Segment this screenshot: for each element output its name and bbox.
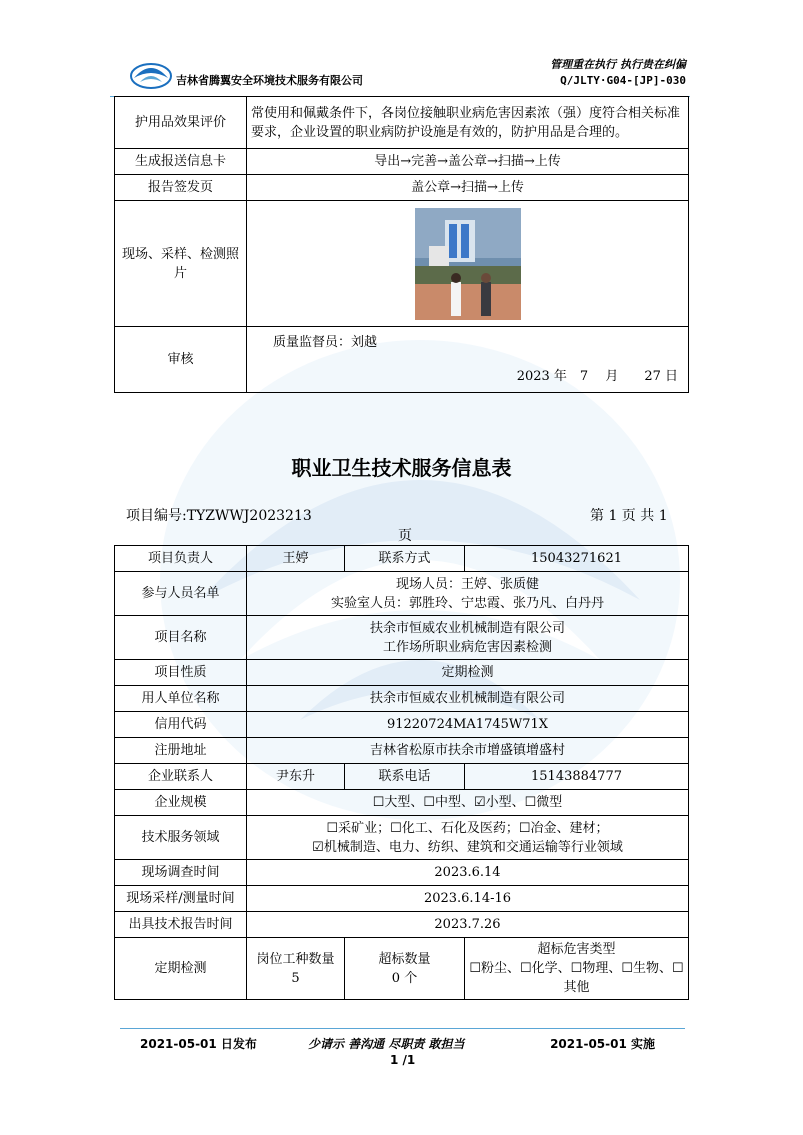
row-label: 用人单位名称 xyxy=(115,686,247,712)
row-label: 联系电话 xyxy=(345,764,465,790)
row-label: 定期检测 xyxy=(115,938,247,1000)
table-row xyxy=(115,546,689,572)
field-line: ☑机械制造、电力、纺织、建筑和交通运输等行业领域 xyxy=(312,839,623,855)
table-row xyxy=(115,712,689,738)
table-row xyxy=(115,97,689,149)
row-value: 吉林省松原市扶余市增盛镇增盛村 xyxy=(247,738,689,764)
members-line: 现场人员：王婷、张质健 xyxy=(395,576,539,592)
table-row xyxy=(115,764,689,790)
site-photo xyxy=(415,208,521,320)
row-label: 审核 xyxy=(115,327,247,393)
reviewer: 质量监督员：刘越 xyxy=(273,335,378,350)
row-label: 注册地址 xyxy=(115,738,247,764)
implement-date: 2021-05-01 实施 xyxy=(550,1037,655,1051)
hazard-type-cell xyxy=(465,938,689,1000)
row-label: 项目名称 xyxy=(115,616,247,660)
row-label: 企业联系人 xyxy=(115,764,247,790)
row-value: 2023.7.26 xyxy=(247,912,689,938)
row-label: 项目性质 xyxy=(115,660,247,686)
row-label: 企业规模 xyxy=(115,790,247,816)
row-value xyxy=(247,572,689,616)
table-row xyxy=(115,790,689,816)
exceed-count-cell xyxy=(345,938,465,1000)
hazard-type-label: 超标危害类型 xyxy=(537,942,616,957)
review-date: 2023 年 7 月 27 日 xyxy=(516,369,678,384)
table-row xyxy=(115,912,689,938)
project-number: 项目编号:TYZWWJ2023213 xyxy=(126,508,312,524)
row-value xyxy=(247,616,689,660)
row-value: 定期检测 xyxy=(247,660,689,686)
row-value: 王婷 xyxy=(247,546,345,572)
header-slogan: 管理重在执行 执行贵在纠偏 xyxy=(550,58,686,71)
publish-date: 2021-05-01 日发布 xyxy=(140,1037,257,1051)
table-row xyxy=(115,738,689,764)
row-label: 技术服务领域 xyxy=(115,816,247,860)
table-row xyxy=(115,572,689,616)
page-footer xyxy=(120,1028,685,1069)
row-label: 信用代码 xyxy=(115,712,247,738)
row-value: ☐大型、☐中型、☑小型、☐微型 xyxy=(247,790,689,816)
row-label: 出具技术报告时间 xyxy=(115,912,247,938)
post-count-cell xyxy=(247,938,345,1000)
row-value: 15043271621 xyxy=(465,546,689,572)
table-row xyxy=(115,175,689,201)
footer-motto: 少请示 善沟通 尽职责 敢担当 xyxy=(308,1037,465,1051)
field-line: ☐采矿业；☐化工、石化及医药；☐冶金、建材； xyxy=(326,820,609,836)
row-label: 现场采样/测量时间 xyxy=(115,886,247,912)
table-row xyxy=(115,816,689,860)
row-value: 盖公章→扫描→上传 xyxy=(247,175,689,201)
table-row xyxy=(115,860,689,886)
exceed-count-label: 超标数量 xyxy=(378,951,431,967)
post-count-label: 岗位工种数量 xyxy=(256,951,335,967)
row-value: 常使用和佩戴条件下，各岗位接触职业病危害因素浓（强）度符合相关标准要求，企业设置的职业病防护设施是有效的，防护用品是合理的。 xyxy=(247,97,689,149)
table-row xyxy=(115,616,689,660)
form-title: 职业卫生技术服务信息表 xyxy=(291,456,512,480)
row-label: 联系方式 xyxy=(345,546,465,572)
row-label: 护用品效果评价 xyxy=(115,97,247,149)
page-header xyxy=(110,50,690,97)
row-label: 项目负责人 xyxy=(115,546,247,572)
page-count-suffix: 页 xyxy=(398,528,412,544)
table-row xyxy=(115,686,689,712)
project-name-line: 扶余市恒威农业机械制造有限公司 xyxy=(369,620,565,636)
row-value: 导出→完善→盖公章→扫描→上传 xyxy=(247,149,689,175)
row-value: 尹东升 xyxy=(247,764,345,790)
row-label: 现场调查时间 xyxy=(115,860,247,886)
members-line: 实验室人员：郭胜玲、宁忠霞、张乃凡、白丹丹 xyxy=(330,595,604,611)
table-row xyxy=(115,660,689,686)
page-number: 1 /1 xyxy=(390,1053,416,1067)
post-count: 5 xyxy=(291,970,300,986)
row-label: 生成报送信息卡 xyxy=(115,149,247,175)
table-row xyxy=(115,938,689,1000)
row-value: 91220724MA1745W71X xyxy=(247,712,689,738)
service-info-table xyxy=(114,545,689,1000)
table-row xyxy=(115,149,689,175)
row-value: 2023.6.14 xyxy=(247,860,689,886)
table-row xyxy=(115,886,689,912)
project-name-line: 工作场所职业病危害因素检测 xyxy=(382,639,552,655)
site-photo-cell xyxy=(247,201,689,327)
row-label: 报告签发页 xyxy=(115,175,247,201)
exceed-count: 0 个 xyxy=(391,970,418,986)
row-label: 参与人员名单 xyxy=(115,572,247,616)
row-value xyxy=(247,816,689,860)
row-label: 现场、采样、检测照片 xyxy=(115,201,247,327)
document-code: Q/JLTY·G04-[JP]-030 xyxy=(560,74,686,87)
company-name: 吉林省腾翼安全环境技术服务有限公司 xyxy=(176,74,363,87)
page-count: 第 1 页 共 1 xyxy=(590,508,668,524)
row-value: 15143884777 xyxy=(465,764,689,790)
row-value: 2023.6.14-16 xyxy=(247,886,689,912)
hazard-types: ☐粉尘、☐化学、☐物理、☐生物、☐其他 xyxy=(469,961,684,995)
table-row xyxy=(115,327,689,393)
table-row xyxy=(115,201,689,327)
row-value: 扶余市恒威农业机械制造有限公司 xyxy=(247,686,689,712)
company-logo xyxy=(128,58,174,90)
review-table xyxy=(114,96,689,393)
